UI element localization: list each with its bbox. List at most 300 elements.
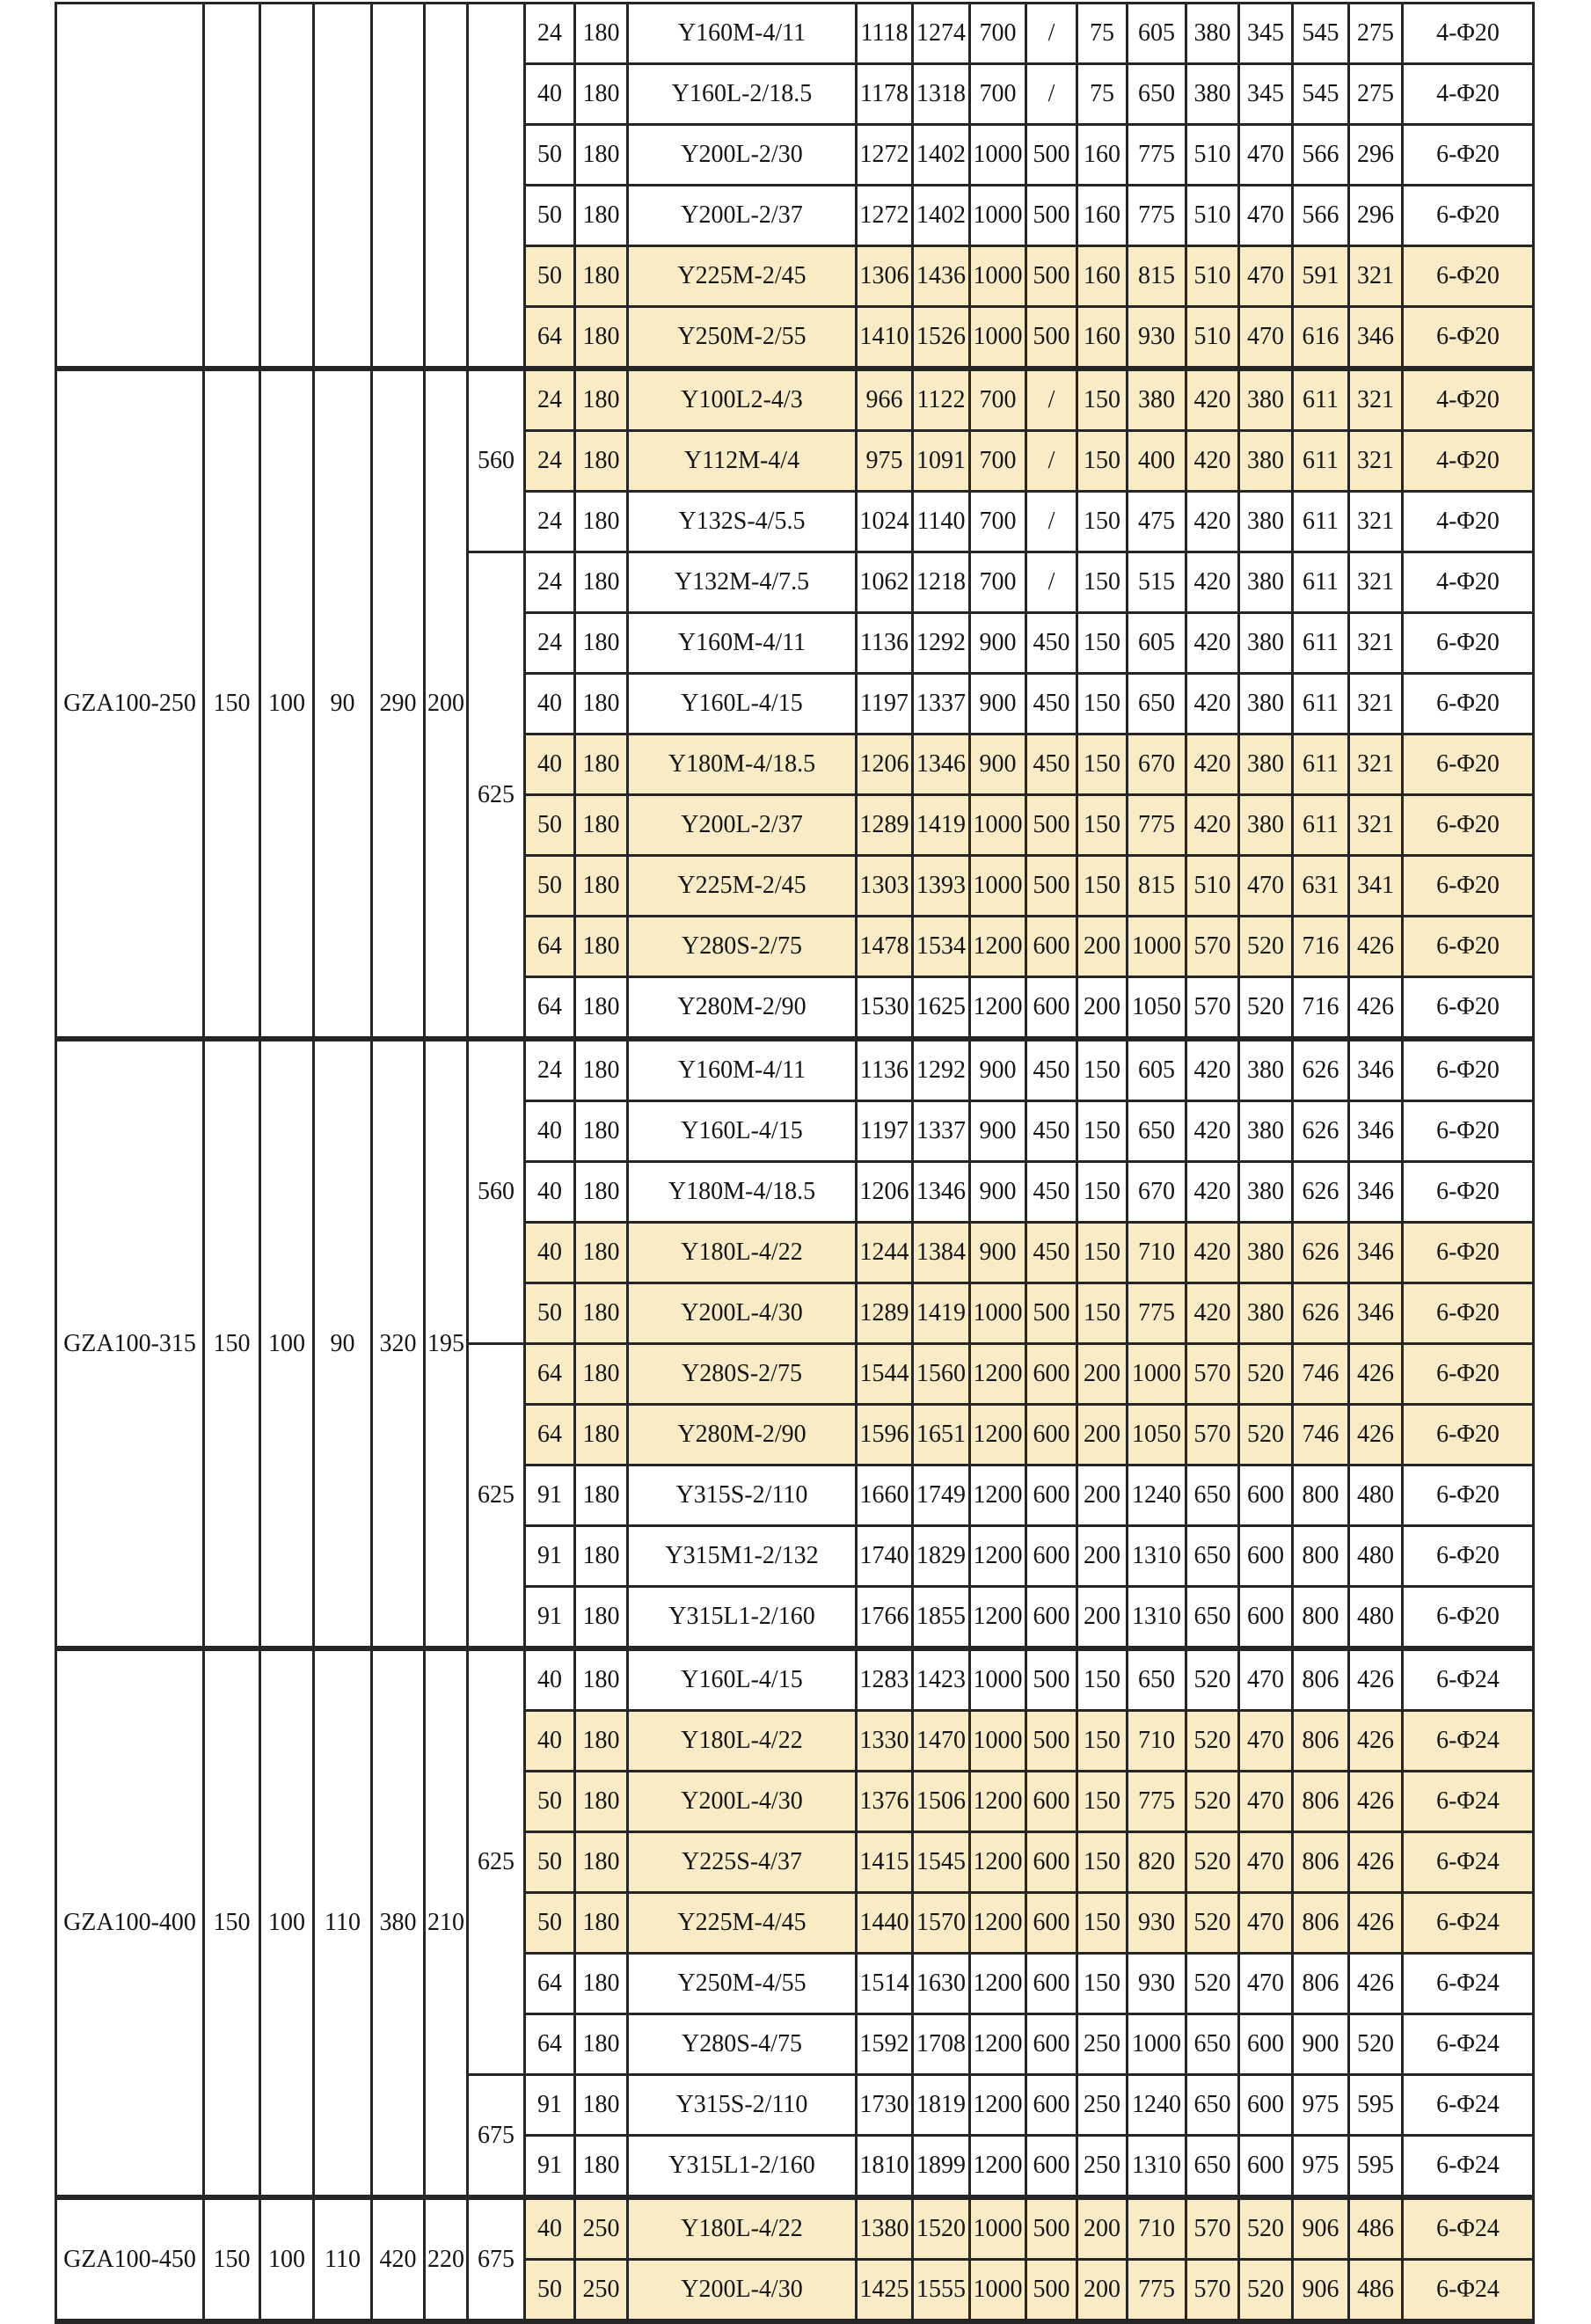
bolt-cell: 6-Φ20 bbox=[1403, 1162, 1534, 1223]
value-cell: 150 bbox=[1077, 492, 1128, 552]
value-cell: 346 bbox=[1349, 1101, 1403, 1162]
head-cell: 180 bbox=[575, 1344, 628, 1405]
head-cell: 180 bbox=[575, 431, 628, 492]
value-cell: 611 bbox=[1293, 734, 1349, 795]
motor-cell: Y132M-4/7.5 bbox=[628, 552, 857, 613]
value-cell: / bbox=[1026, 369, 1077, 431]
value-cell: 426 bbox=[1349, 977, 1403, 1040]
bolt-cell: 6-Φ20 bbox=[1403, 977, 1534, 1040]
value-cell: 520 bbox=[1239, 977, 1293, 1040]
value-cell: 1283 bbox=[857, 1648, 913, 1711]
value-cell: 1200 bbox=[970, 2014, 1026, 2075]
value-cell: 600 bbox=[1026, 1832, 1077, 1893]
value-cell: 470 bbox=[1239, 856, 1293, 917]
value-cell: 1000 bbox=[970, 856, 1026, 917]
value-cell: 1200 bbox=[970, 1526, 1026, 1587]
flow-cell: 24 bbox=[525, 4, 575, 64]
value-cell: 600 bbox=[1239, 2014, 1293, 2075]
value-cell: 380 bbox=[1239, 613, 1293, 674]
value-cell: 616 bbox=[1293, 307, 1349, 369]
motor-cell: Y200L-4/30 bbox=[628, 1772, 857, 1832]
value-cell: 420 bbox=[1186, 1223, 1239, 1283]
rpm-cell: 625 bbox=[468, 1344, 525, 1649]
dim-cell: 420 bbox=[372, 2197, 425, 2321]
dim-cell: 110 bbox=[314, 2197, 372, 2321]
bolt-cell: 6-Φ24 bbox=[1403, 1711, 1534, 1772]
flow-cell: 64 bbox=[525, 1405, 575, 1465]
dim-cell: 150 bbox=[204, 369, 260, 1039]
value-cell: 346 bbox=[1349, 1162, 1403, 1223]
value-cell: 426 bbox=[1349, 1711, 1403, 1772]
value-cell: 700 bbox=[970, 4, 1026, 64]
value-cell: 200 bbox=[1077, 1587, 1128, 1649]
value-cell: 500 bbox=[1026, 1648, 1077, 1711]
value-cell: 450 bbox=[1026, 1162, 1077, 1223]
flow-cell: 50 bbox=[525, 856, 575, 917]
value-cell: 1478 bbox=[857, 917, 913, 977]
value-cell: 1000 bbox=[970, 2197, 1026, 2260]
spec-table-body bbox=[56, 4, 1534, 2322]
dim-cell: 90 bbox=[314, 369, 372, 1039]
value-cell: 346 bbox=[1349, 1223, 1403, 1283]
head-cell: 180 bbox=[575, 674, 628, 734]
flow-cell: 40 bbox=[525, 1648, 575, 1711]
value-cell: / bbox=[1026, 492, 1077, 552]
value-cell: 806 bbox=[1293, 1832, 1349, 1893]
head-cell: 180 bbox=[575, 977, 628, 1040]
value-cell: 321 bbox=[1349, 552, 1403, 613]
dim-cell: 100 bbox=[260, 1039, 314, 1648]
head-cell: 180 bbox=[575, 2014, 628, 2075]
value-cell: 900 bbox=[970, 1162, 1026, 1223]
value-cell: 600 bbox=[1026, 977, 1077, 1040]
value-cell: 345 bbox=[1239, 64, 1293, 125]
value-cell: 470 bbox=[1239, 1772, 1293, 1832]
flow-cell: 40 bbox=[525, 2197, 575, 2260]
table-row bbox=[56, 4, 1534, 64]
value-cell: 930 bbox=[1128, 1954, 1186, 2014]
value-cell: 1289 bbox=[857, 1283, 913, 1344]
value-cell: 1289 bbox=[857, 795, 913, 856]
rpm-cell: 560 bbox=[468, 1039, 525, 1344]
value-cell: 900 bbox=[970, 1039, 1026, 1101]
motor-cell: Y180L-4/22 bbox=[628, 2197, 857, 2260]
value-cell: 930 bbox=[1128, 307, 1186, 369]
flow-cell: 91 bbox=[525, 2136, 575, 2198]
value-cell: 510 bbox=[1186, 125, 1239, 186]
value-cell: 200 bbox=[1077, 1344, 1128, 1405]
value-cell: 380 bbox=[1239, 552, 1293, 613]
value-cell: 716 bbox=[1293, 917, 1349, 977]
value-cell: 1122 bbox=[913, 369, 970, 431]
motor-cell: Y160L-4/15 bbox=[628, 1101, 857, 1162]
flow-cell: 40 bbox=[525, 64, 575, 125]
value-cell: 1337 bbox=[913, 1101, 970, 1162]
value-cell: 1000 bbox=[970, 1283, 1026, 1344]
value-cell: 1274 bbox=[913, 4, 970, 64]
motor-cell: Y100L2-4/3 bbox=[628, 369, 857, 431]
head-cell: 180 bbox=[575, 1283, 628, 1344]
value-cell: 900 bbox=[970, 734, 1026, 795]
value-cell: 470 bbox=[1239, 125, 1293, 186]
value-cell: 1200 bbox=[970, 1954, 1026, 2014]
flow-cell: 91 bbox=[525, 1465, 575, 1526]
model-cell: GZA100-315 bbox=[56, 1039, 204, 1648]
value-cell: 1200 bbox=[970, 1772, 1026, 1832]
value-cell: 1050 bbox=[1128, 1405, 1186, 1465]
value-cell: 600 bbox=[1026, 1465, 1077, 1526]
value-cell: 150 bbox=[1077, 552, 1128, 613]
value-cell: 600 bbox=[1026, 1772, 1077, 1832]
value-cell: 1520 bbox=[913, 2197, 970, 2260]
value-cell: 400 bbox=[1128, 431, 1186, 492]
value-cell: 500 bbox=[1026, 795, 1077, 856]
value-cell: 1024 bbox=[857, 492, 913, 552]
bolt-cell: 6-Φ24 bbox=[1403, 1648, 1534, 1711]
value-cell: 500 bbox=[1026, 856, 1077, 917]
value-cell: 966 bbox=[857, 369, 913, 431]
value-cell: 150 bbox=[1077, 1711, 1128, 1772]
value-cell: 380 bbox=[1239, 431, 1293, 492]
value-cell: 1514 bbox=[857, 1954, 913, 2014]
head-cell: 180 bbox=[575, 4, 628, 64]
value-cell: 200 bbox=[1077, 917, 1128, 977]
bolt-cell: 6-Φ24 bbox=[1403, 2075, 1534, 2136]
value-cell: 650 bbox=[1128, 64, 1186, 125]
model-cell bbox=[56, 4, 204, 369]
head-cell: 180 bbox=[575, 1711, 628, 1772]
value-cell: 1899 bbox=[913, 2136, 970, 2198]
value-cell: 1708 bbox=[913, 2014, 970, 2075]
value-cell: 605 bbox=[1128, 4, 1186, 64]
motor-cell: Y225M-2/45 bbox=[628, 856, 857, 917]
flow-cell: 50 bbox=[525, 1283, 575, 1344]
dim-cell: 90 bbox=[314, 1039, 372, 1648]
value-cell: 670 bbox=[1128, 1162, 1186, 1223]
bolt-cell: 4-Φ20 bbox=[1403, 64, 1534, 125]
value-cell: 566 bbox=[1293, 125, 1349, 186]
motor-cell: Y280S-4/75 bbox=[628, 2014, 857, 2075]
value-cell: 380 bbox=[1239, 734, 1293, 795]
value-cell: / bbox=[1026, 64, 1077, 125]
bolt-cell: 6-Φ20 bbox=[1403, 125, 1534, 186]
value-cell: 806 bbox=[1293, 1954, 1349, 2014]
value-cell: 1140 bbox=[913, 492, 970, 552]
value-cell: 1749 bbox=[913, 1465, 970, 1526]
value-cell: 1000 bbox=[970, 1711, 1026, 1772]
value-cell: 150 bbox=[1077, 1039, 1128, 1101]
value-cell: 500 bbox=[1026, 1711, 1077, 1772]
motor-cell: Y112M-4/4 bbox=[628, 431, 857, 492]
bolt-cell: 6-Φ20 bbox=[1403, 1101, 1534, 1162]
value-cell: 626 bbox=[1293, 1101, 1349, 1162]
value-cell: 1206 bbox=[857, 1162, 913, 1223]
bolt-cell: 6-Φ20 bbox=[1403, 1526, 1534, 1587]
flow-cell: 50 bbox=[525, 2260, 575, 2322]
value-cell: 570 bbox=[1186, 1405, 1239, 1465]
value-cell: 1506 bbox=[913, 1772, 970, 1832]
flow-cell: 64 bbox=[525, 977, 575, 1040]
value-cell: 600 bbox=[1239, 1465, 1293, 1526]
value-cell: 1470 bbox=[913, 1711, 970, 1772]
value-cell: 480 bbox=[1349, 1526, 1403, 1587]
value-cell: 470 bbox=[1239, 1832, 1293, 1893]
bolt-cell: 6-Φ24 bbox=[1403, 1772, 1534, 1832]
head-cell: 180 bbox=[575, 1648, 628, 1711]
value-cell: 470 bbox=[1239, 1648, 1293, 1711]
head-cell: 180 bbox=[575, 1954, 628, 2014]
motor-cell: Y200L-4/30 bbox=[628, 1283, 857, 1344]
motor-cell: Y180M-4/18.5 bbox=[628, 734, 857, 795]
value-cell: 380 bbox=[1128, 369, 1186, 431]
value-cell: 520 bbox=[1186, 1648, 1239, 1711]
value-cell: 1346 bbox=[913, 734, 970, 795]
dim-cell: 100 bbox=[260, 1648, 314, 2197]
head-cell: 180 bbox=[575, 1526, 628, 1587]
bolt-cell: 6-Φ24 bbox=[1403, 2014, 1534, 2075]
value-cell: 426 bbox=[1349, 1772, 1403, 1832]
bolt-cell: 6-Φ20 bbox=[1403, 613, 1534, 674]
motor-cell: Y280S-2/75 bbox=[628, 1344, 857, 1405]
value-cell: 605 bbox=[1128, 613, 1186, 674]
model-cell: GZA100-450 bbox=[56, 2197, 204, 2321]
motor-cell: Y200L-2/30 bbox=[628, 125, 857, 186]
value-cell: 1000 bbox=[970, 125, 1026, 186]
value-cell: 380 bbox=[1239, 1283, 1293, 1344]
value-cell: 1000 bbox=[970, 246, 1026, 307]
value-cell: 1000 bbox=[970, 307, 1026, 369]
bolt-cell: 6-Φ24 bbox=[1403, 2136, 1534, 2198]
value-cell: 595 bbox=[1349, 2075, 1403, 2136]
bolt-cell: 4-Φ20 bbox=[1403, 552, 1534, 613]
value-cell: 510 bbox=[1186, 246, 1239, 307]
bolt-cell: 6-Φ20 bbox=[1403, 1283, 1534, 1344]
value-cell: 626 bbox=[1293, 1223, 1349, 1283]
value-cell: 1555 bbox=[913, 2260, 970, 2322]
value-cell: 150 bbox=[1077, 1162, 1128, 1223]
flow-cell: 50 bbox=[525, 795, 575, 856]
rpm-cell bbox=[468, 4, 525, 369]
value-cell: 670 bbox=[1128, 734, 1186, 795]
dim-cell: 320 bbox=[372, 1039, 425, 1648]
value-cell: 650 bbox=[1186, 2136, 1239, 2198]
value-cell: 570 bbox=[1186, 917, 1239, 977]
value-cell: 600 bbox=[1026, 1954, 1077, 2014]
value-cell: 426 bbox=[1349, 1405, 1403, 1465]
flow-cell: 40 bbox=[525, 1711, 575, 1772]
value-cell: 600 bbox=[1026, 1893, 1077, 1954]
value-cell: 1570 bbox=[913, 1893, 970, 1954]
value-cell: 520 bbox=[1186, 1772, 1239, 1832]
head-cell: 180 bbox=[575, 64, 628, 125]
value-cell: 650 bbox=[1186, 2075, 1239, 2136]
value-cell: 1380 bbox=[857, 2197, 913, 2260]
table-row bbox=[56, 1648, 1534, 1711]
value-cell: 906 bbox=[1293, 2260, 1349, 2322]
dim-cell bbox=[372, 4, 425, 369]
value-cell: 1415 bbox=[857, 1832, 913, 1893]
value-cell: 380 bbox=[1239, 1162, 1293, 1223]
value-cell: 1310 bbox=[1128, 2136, 1186, 2198]
flow-cell: 24 bbox=[525, 613, 575, 674]
head-cell: 180 bbox=[575, 307, 628, 369]
value-cell: 700 bbox=[970, 492, 1026, 552]
value-cell: 500 bbox=[1026, 2197, 1077, 2260]
value-cell: 611 bbox=[1293, 369, 1349, 431]
value-cell: 510 bbox=[1186, 186, 1239, 246]
value-cell: 321 bbox=[1349, 613, 1403, 674]
value-cell: 321 bbox=[1349, 369, 1403, 431]
value-cell: 150 bbox=[1077, 1893, 1128, 1954]
value-cell: 775 bbox=[1128, 2260, 1186, 2322]
motor-cell: Y180L-4/22 bbox=[628, 1223, 857, 1283]
value-cell: 450 bbox=[1026, 734, 1077, 795]
value-cell: 426 bbox=[1349, 1344, 1403, 1405]
value-cell: 611 bbox=[1293, 431, 1349, 492]
rpm-cell: 625 bbox=[468, 1648, 525, 2075]
value-cell: 650 bbox=[1128, 1648, 1186, 1711]
head-cell: 180 bbox=[575, 856, 628, 917]
value-cell: 1136 bbox=[857, 613, 913, 674]
value-cell: 1402 bbox=[913, 186, 970, 246]
bolt-cell: 4-Φ20 bbox=[1403, 431, 1534, 492]
value-cell: 570 bbox=[1186, 1344, 1239, 1405]
value-cell: 275 bbox=[1349, 64, 1403, 125]
value-cell: / bbox=[1026, 552, 1077, 613]
head-cell: 180 bbox=[575, 1101, 628, 1162]
value-cell: 800 bbox=[1293, 1587, 1349, 1649]
head-cell: 180 bbox=[575, 125, 628, 186]
value-cell: 806 bbox=[1293, 1772, 1349, 1832]
rpm-cell: 625 bbox=[468, 552, 525, 1040]
value-cell: 321 bbox=[1349, 674, 1403, 734]
value-cell: 500 bbox=[1026, 246, 1077, 307]
motor-cell: Y315M1-2/132 bbox=[628, 1526, 857, 1587]
value-cell: 1819 bbox=[913, 2075, 970, 2136]
value-cell: 1310 bbox=[1128, 1526, 1186, 1587]
value-cell: 611 bbox=[1293, 552, 1349, 613]
value-cell: 1136 bbox=[857, 1039, 913, 1101]
value-cell: 420 bbox=[1186, 1039, 1239, 1101]
value-cell: 321 bbox=[1349, 246, 1403, 307]
value-cell: 380 bbox=[1239, 1039, 1293, 1101]
value-cell: 710 bbox=[1128, 1223, 1186, 1283]
motor-cell: Y200L-4/30 bbox=[628, 2260, 857, 2322]
dim-cell: 110 bbox=[314, 1648, 372, 2197]
value-cell: 321 bbox=[1349, 431, 1403, 492]
value-cell: 1200 bbox=[970, 917, 1026, 977]
value-cell: 1402 bbox=[913, 125, 970, 186]
head-cell: 180 bbox=[575, 492, 628, 552]
value-cell: 520 bbox=[1186, 1893, 1239, 1954]
value-cell: 600 bbox=[1026, 917, 1077, 977]
value-cell: 1200 bbox=[970, 1587, 1026, 1649]
value-cell: 570 bbox=[1186, 977, 1239, 1040]
value-cell: 150 bbox=[1077, 1223, 1128, 1283]
value-cell: 160 bbox=[1077, 186, 1128, 246]
value-cell: 420 bbox=[1186, 734, 1239, 795]
value-cell: 1200 bbox=[970, 1405, 1026, 1465]
value-cell: 500 bbox=[1026, 1283, 1077, 1344]
value-cell: 600 bbox=[1026, 1405, 1077, 1465]
value-cell: 1240 bbox=[1128, 2075, 1186, 2136]
motor-cell: Y160M-4/11 bbox=[628, 1039, 857, 1101]
motor-cell: Y180L-4/22 bbox=[628, 1711, 857, 1772]
value-cell: 626 bbox=[1293, 1162, 1349, 1223]
value-cell: 200 bbox=[1077, 1405, 1128, 1465]
value-cell: 605 bbox=[1128, 1039, 1186, 1101]
flow-cell: 24 bbox=[525, 492, 575, 552]
value-cell: 1436 bbox=[913, 246, 970, 307]
flow-cell: 40 bbox=[525, 1101, 575, 1162]
value-cell: 746 bbox=[1293, 1344, 1349, 1405]
value-cell: 470 bbox=[1239, 1711, 1293, 1772]
value-cell: 631 bbox=[1293, 856, 1349, 917]
value-cell: 800 bbox=[1293, 1526, 1349, 1587]
value-cell: 450 bbox=[1026, 1039, 1077, 1101]
value-cell: 650 bbox=[1186, 1526, 1239, 1587]
value-cell: 1000 bbox=[970, 186, 1026, 246]
value-cell: 595 bbox=[1349, 2136, 1403, 2198]
value-cell: 650 bbox=[1186, 1587, 1239, 1649]
value-cell: 700 bbox=[970, 64, 1026, 125]
value-cell: 1200 bbox=[970, 1832, 1026, 1893]
value-cell: 520 bbox=[1186, 1954, 1239, 2014]
bolt-cell: 6-Φ24 bbox=[1403, 2197, 1534, 2260]
value-cell: 510 bbox=[1186, 307, 1239, 369]
dim-cell: 290 bbox=[372, 369, 425, 1039]
value-cell: 900 bbox=[970, 613, 1026, 674]
value-cell: 346 bbox=[1349, 1039, 1403, 1101]
value-cell: 1384 bbox=[913, 1223, 970, 1283]
value-cell: 200 bbox=[1077, 2260, 1128, 2322]
value-cell: 250 bbox=[1077, 2014, 1128, 2075]
value-cell: 500 bbox=[1026, 307, 1077, 369]
bolt-cell: 6-Φ24 bbox=[1403, 1954, 1534, 2014]
flow-cell: 24 bbox=[525, 369, 575, 431]
dim-cell: 150 bbox=[204, 1039, 260, 1648]
value-cell: 380 bbox=[1186, 64, 1239, 125]
value-cell: 600 bbox=[1026, 1587, 1077, 1649]
value-cell: 1200 bbox=[970, 977, 1026, 1040]
value-cell: 746 bbox=[1293, 1405, 1349, 1465]
value-cell: 1410 bbox=[857, 307, 913, 369]
value-cell: 1660 bbox=[857, 1465, 913, 1526]
motor-cell: Y315L1-2/160 bbox=[628, 1587, 857, 1649]
flow-cell: 64 bbox=[525, 307, 575, 369]
value-cell: 150 bbox=[1077, 431, 1128, 492]
value-cell: 650 bbox=[1186, 1465, 1239, 1526]
bolt-cell: 6-Φ20 bbox=[1403, 1039, 1534, 1101]
motor-cell: Y200L-2/37 bbox=[628, 795, 857, 856]
flow-cell: 50 bbox=[525, 1772, 575, 1832]
value-cell: 1730 bbox=[857, 2075, 913, 2136]
flow-cell: 91 bbox=[525, 2075, 575, 2136]
value-cell: 1000 bbox=[1128, 1344, 1186, 1405]
bolt-cell: 6-Φ20 bbox=[1403, 795, 1534, 856]
value-cell: 700 bbox=[970, 552, 1026, 613]
head-cell: 180 bbox=[575, 1039, 628, 1101]
value-cell: 700 bbox=[970, 431, 1026, 492]
value-cell: 420 bbox=[1186, 431, 1239, 492]
value-cell: 775 bbox=[1128, 795, 1186, 856]
value-cell: 1530 bbox=[857, 977, 913, 1040]
value-cell: 650 bbox=[1128, 674, 1186, 734]
value-cell: 200 bbox=[1077, 1526, 1128, 1587]
value-cell: 520 bbox=[1239, 1344, 1293, 1405]
table-row bbox=[56, 369, 1534, 431]
head-cell: 180 bbox=[575, 1405, 628, 1465]
